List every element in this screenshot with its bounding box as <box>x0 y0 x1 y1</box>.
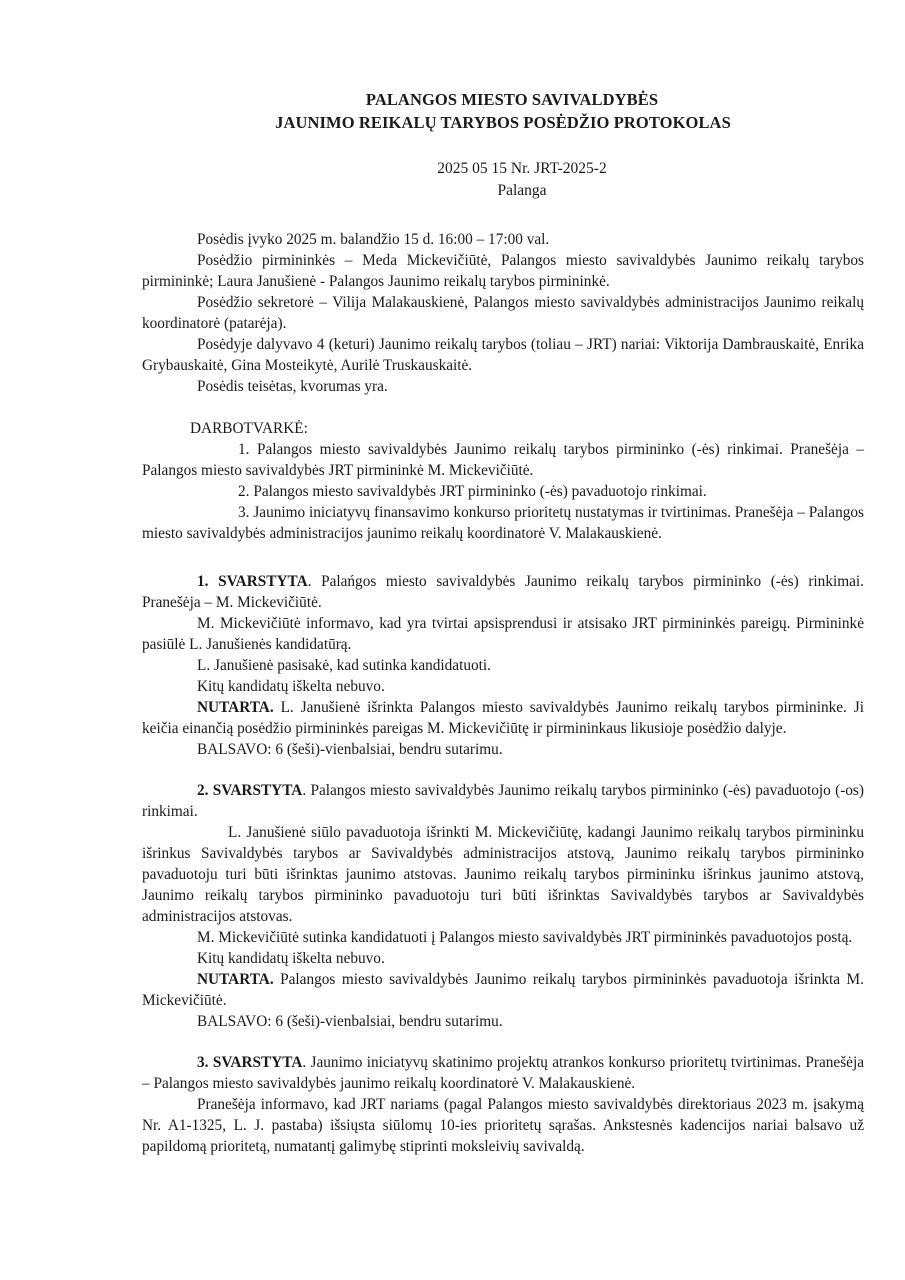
decision-text: Palangos miesto savivaldybės Jaunimo reikalų tarybos pirmininkės pavaduotoja išrinkta M. Mickevičiūtė. <box>142 971 864 1009</box>
vote-result: BALSAVO: 6 (šeši)-vienbalsiai, bendru sutarimu. <box>197 741 503 758</box>
section-heading <box>142 1052 864 1094</box>
vote-result: BALSAVO: 6 (šeši)-vienbalsiai, bendru sutarimu. <box>197 1013 503 1030</box>
section-2 <box>142 780 864 1032</box>
document-title <box>142 88 864 134</box>
decision <box>142 697 864 739</box>
meeting-quorum: Posėdis teisėtas, kvorumas yra. <box>197 378 388 395</box>
meeting-participants: Posėdyje dalyvavo 4 (keturi) Jaunimo reikalų tarybos (toliau – JRT) nariai: Viktorija Dambrauskaitė, Enrika Grybauskaitė, Gina Mosteikytė, Aurilė Truskauskaitė. <box>142 336 864 374</box>
section-heading <box>142 780 864 822</box>
agenda-item-number: 2. <box>238 483 250 500</box>
agenda-block <box>142 418 864 544</box>
section-paragraph: Kitų kandidatų iškelta nebuvo. <box>197 678 385 695</box>
section-label: 1. SVARSTYTA <box>197 573 308 590</box>
section-paragraph: Pranešėja informavo, kad JRT nariams (pagal Palangos miesto savivaldybės direktoriaus 2023 m. įsakymą Nr. A1-1325, L. J. pastaba) išsiųsta siūlomų 10-ies prioritetų sąrašas. Ankstesnės kadencijos nariai balsavo už papildomą prioritetą, numatantį galimybę stiprinti moksleivių savivaldą. <box>142 1096 864 1155</box>
place: Palanga <box>497 182 547 199</box>
section-paragraph: L. Janušienė pasisakė, kad sutinka kandidatuoti. <box>197 657 491 674</box>
meeting-chairs: Posėdžio pirmininkės – Meda Mickevičiūtė, Palangos miesto savivaldybės Jaunimo reikalų tarybos pirmininkė; Laura Janušienė - Palangos Jaunimo reikalų tarybos pirmininkė. <box>142 252 864 290</box>
section-heading-text: . Palańgos miesto savivaldybės Jaunimo reikalų tarybos pirmininko (-ės) rinkimai. Pranešėja – M. Mickevičiūtė. <box>142 573 864 611</box>
decision-label: NUTARTA. <box>197 699 274 716</box>
meeting-secretary: Posėdžio sekretorė – Vilija Malakauskienė, Palangos miesto savivaldybės administracijos Jaunimo reikalų koordinatorė (patarėja). <box>142 294 864 332</box>
agenda-item <box>142 481 864 502</box>
section-heading-text: . Jaunimo iniciatyvų skatinimo projektų atrankos konkurso prioritetų tvirtinimas. Pranešėja – Palangos miesto savivaldybės jaunimo reikalų koordinatorė V. Malakauskienė. <box>142 1054 864 1092</box>
agenda-item <box>142 502 864 544</box>
decision-text: L. Janušienė išrinkta Palangos miesto savivaldybės Jaunimo reikalų tarybos pirmininke. Ji keičia einančią posėdžio pirmininkės pareigas M. Mickevičiūtę ir pirmininkaus likusioje posėdžio dalyje. <box>142 699 864 737</box>
date-number: 2025 05 15 Nr. JRT-2025-2 <box>437 160 607 177</box>
title-line-2: JAUNIMO REIKALŲ TARYBOS POSĖDŽIO PROTOKOLAS <box>275 113 731 132</box>
decision-label: NUTARTA. <box>197 971 274 988</box>
intro-block <box>142 229 864 397</box>
section-1 <box>142 571 864 760</box>
agenda-item-text: Jaunimo iniciatyvų finansavimo konkurso prioritetų nustatymas ir tvirtinimas. Pranešėja – Palangos miesto savivaldybės administracijos jaunimo reikalų koordinatorė V. Malakauskienė. <box>142 504 864 542</box>
section-3 <box>142 1052 864 1157</box>
agenda-item-number: 3. <box>238 504 250 521</box>
section-paragraph: L. Janušienė siūlo pavaduotoja išrinkti M. Mickevičiūtę, kadangi Jaunimo reikalų tarybos pirmininku išrinkus Savivaldybės tarybos ar Savivaldybės administracijos atstovą, Jaunimo reikalų tarybos pirmininko pavaduotoju turi būti išrinktas jaunimo atstovas. Jaunimo reikalų tarybos pirmininku išrinkus jaunimo atstovą, Jaunimo reikalų tarybos pirmininko pavaduotoju turi būti išrinktas Savivaldybės tarybos ar Savivaldybės administracijos atstovas. <box>142 824 864 925</box>
section-paragraph: Kitų kandidatų iškelta nebuvo. <box>197 950 385 967</box>
meeting-time: Posėdis įvyko 2025 m. balandžio 15 d. 16:00 – 17:00 val. <box>197 231 550 248</box>
section-label: 2. SVARSTYTA <box>197 782 303 799</box>
agenda-item-text: Palangos miesto savivaldybės Jaunimo reikalų tarybos pirmininko (-ės) rinkimai. Pranešėja – Palangos miesto savivaldybės JRT pirmininkė M. Mickevičiūtė. <box>142 441 865 479</box>
agenda-item <box>142 439 864 481</box>
section-label: 3. SVARSTYTA <box>197 1054 303 1071</box>
decision <box>142 969 864 1011</box>
title-line-1: PALANGOS MIESTO SAVIVALDYBĖS <box>365 90 659 109</box>
agenda-heading: DARBOTVARKĖ: <box>190 420 308 437</box>
section-paragraph: M. Mickevičiūtė informavo, kad yra tvirtai apsisprendusi ir atsisako JRT pirmininkės pareigų. Pirmininkė pasiūlė L. Janušienės kandidatūrą. <box>142 615 864 653</box>
document-page <box>142 88 864 1157</box>
section-heading-text: . Palangos miesto savivaldybės Jaunimo reikalų tarybos pirmininko (-ės) pavaduotojo (-os) rinkimai. <box>142 782 864 820</box>
section-paragraph: M. Mickevičiūtė sutinka kandidatuoti į Palangos miesto savivaldybės JRT pirmininkės pavaduotojos postą. <box>197 929 853 946</box>
agenda-item-number: 1. <box>238 441 250 458</box>
document-meta <box>142 158 864 202</box>
section-heading <box>142 571 864 613</box>
agenda-item-text: Palangos miesto savivaldybės JRT pirmininko (-ės) pavaduotojo rinkimai. <box>253 483 707 500</box>
